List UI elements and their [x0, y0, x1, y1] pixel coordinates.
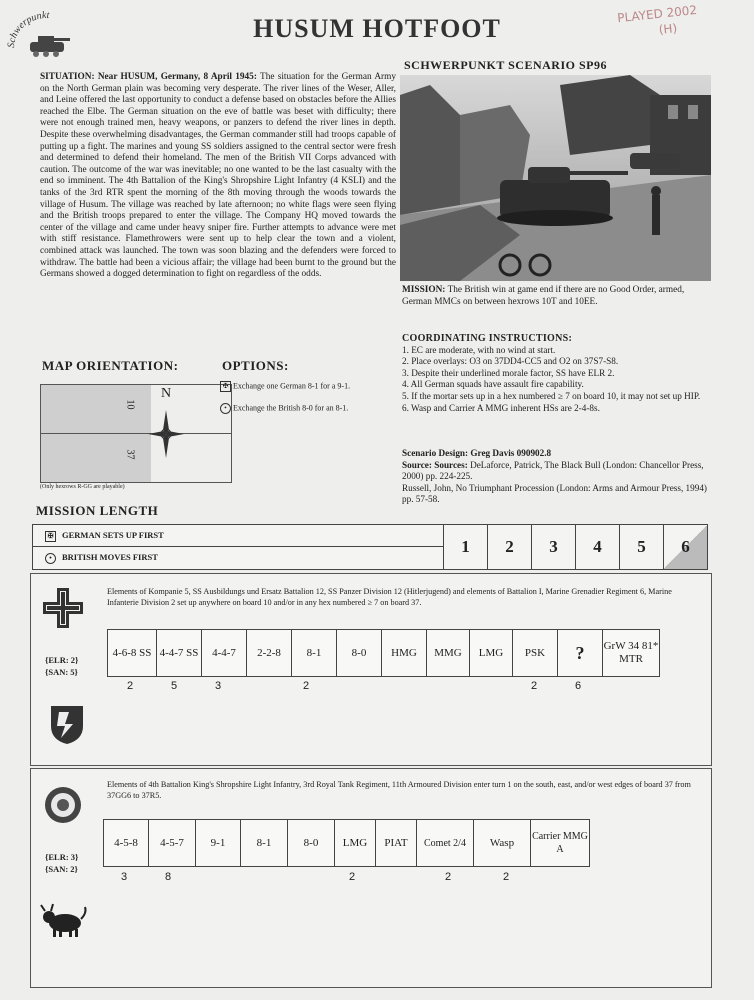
turn-3: 3: [531, 525, 575, 569]
unit-count: 6: [575, 680, 582, 692]
british-roundel-icon: •: [220, 403, 231, 414]
black-bull-emblem-icon: [39, 899, 89, 939]
unit-count: 5: [171, 680, 178, 692]
unit-cell: HMG: [382, 630, 427, 676]
unit-count: 3: [121, 871, 128, 883]
unit-cell: LMG: [470, 630, 513, 676]
british-elr-san: {ELR: 3} {SAN: 2}: [45, 852, 79, 874]
unit-cell: Wasp: [474, 820, 531, 866]
unit-cell: 4-6-8 SS: [108, 630, 157, 676]
unit-cell: 8-1: [241, 820, 288, 866]
german-forces-description: Elements of Kompanie 5, SS Ausbildungs und Ersatz Battalion 12, SS Panzer Division 12 (Hitlerjugend) and elements of Battalion I, Marine Grenadier Regiment 6, Marine Infanterie Division 2 set up anywhere on board 10 and/or in any hex numbered ≥ 7 on board 37.: [107, 587, 672, 607]
turn-4: 4: [575, 525, 619, 569]
turn-1: 1: [443, 525, 487, 569]
page-title: HUSUM HOTFOOT: [253, 14, 501, 43]
unit-cell: LMG: [335, 820, 376, 866]
mission-length-track: [32, 524, 708, 570]
ss-division-emblem-icon: [47, 702, 87, 746]
german-cross-icon: [41, 586, 85, 630]
german-counter-icon: ✠: [45, 531, 56, 542]
unit-cell: Carrier MMG A: [532, 831, 588, 855]
schwerpunkt-logo: [6, 8, 88, 66]
raf-roundel-icon: [43, 785, 83, 825]
option-british: • Exchange the British 8-0 for an 8-1.: [220, 403, 348, 414]
options-heading: OPTIONS:: [222, 358, 289, 373]
unit-count: 2: [445, 871, 452, 883]
board-label-bottom: 37: [124, 449, 136, 460]
scenario-credits: Scenario Design: Greg Davis 090902.8 Source: Sources: DeLaforce, Patrick, The Black Bull (London: Chancellor Press, 2000) pp. 224-225. Russell, John, No Triumphant Procession (London: Arms and Armour Press, 1994) pp. 57-58.: [402, 448, 707, 505]
unit-cell: 9-1: [196, 820, 241, 866]
compass-icon: [146, 402, 186, 458]
unit-cell: 4-4-7: [202, 630, 247, 676]
unit-cell: 8-1: [292, 630, 337, 676]
unit-count: 8: [165, 871, 172, 883]
mission-text: MISSION: The British win at game end if there are no Good Order, armed, German MMCs on between hexrows 10T and 10EE.: [402, 285, 685, 307]
unit-cell: Comet 2/4: [417, 820, 474, 866]
german-setup-row: ✠ GERMAN SETS UP FIRST: [33, 525, 443, 547]
unit-count: 2: [303, 680, 310, 692]
turn-2: 2: [487, 525, 531, 569]
unit-cell: 4-5-8: [104, 820, 149, 866]
german-counter-icon: ✠: [220, 381, 231, 392]
turn-6: 6: [663, 525, 707, 569]
unit-count: 2: [531, 680, 538, 692]
unit-cell: GrW 34 81* MTR: [603, 640, 659, 665]
unit-cell: PIAT: [376, 820, 417, 866]
board-label-top: 10: [124, 399, 136, 410]
map-orientation-heading: MAP ORIENTATION:: [42, 358, 179, 373]
unit-cell: 4-4-7 SS: [157, 630, 202, 676]
compass-rose: [146, 386, 186, 463]
tank-photo: [400, 75, 711, 281]
unit-count: 2: [503, 871, 510, 883]
situation-text: SITUATION: Near HUSUM, Germany, 8 April 1945: The situation for the German Army on the North German plain was becoming very desperate. The river lines of the Weser, Aller, and Leine offered the last opportunity to conduct a defense based on obstacles before the Allies reached the Elbe. The German situation on the eve of battle was beset with difficulty; there were not enough trained men, heavy weapons, or panzers to defend the river lines in depth. Despite these overwhelming disadvantages, the German commander still had troops capable of putting up a fight. The marines and young SS soldiers assigned to the central sector were fresh and determined to defend their homeland. The men of the British VII Corps advanced with caution. The outcome of the war was inevitable; no one wanted to be the last casualty with the end so imminent. The 4th Battalion of the King's Shropshire Light Infantry (4 KSLI) and the tanks of the 3rd RTR spent the morning of the 8th moving through the woods towards the village of Husum. The village was reached by late afternoon; no white flags were seen flying and the British troops prepared to enter the village. The Company HQ moved towards the center of the village and came under heavy sniper fire. Further attempts to advance were met with stiff resistance. Flamethrowers were sent up to help clear the town and a violent, combined attack was launched. The town was soon blazing and the defenders were forced to withdraw. The battle had been a vicious affair; the village had been burnt to the ground but the Germans showed a dogged determination to fight on regardless of the odds.: [40, 72, 397, 280]
coordinating-instructions: COORDINATING INSTRUCTIONS: 1. EC are moderate, with no wind at start. 2. Place overlays: O3 on 37DD4-CC5 and O2 on 37S7-S8. 3. Despite their underlined morale factor, SS have ELR 2. 4. All German squads have assault fire capability. 5. If the mortar sets up in a hex numbered ≥ 7 on board 10, it may not set up HIP. 6. Wasp and Carrier A MMG inherent HSs are 2-4-8s.: [402, 333, 701, 413]
turn-track: [443, 525, 707, 569]
compass-north-label: N: [160, 386, 172, 401]
unit-count: 2: [349, 871, 356, 883]
unit-cell: PSK: [513, 630, 558, 676]
map-note: (Only hexrows R-GG are playable): [40, 484, 125, 490]
unit-count: 2: [127, 680, 134, 692]
german-unit-table: [107, 629, 660, 677]
option-german: ✠ Exchange one German 8-1 for a 9-1.: [220, 381, 350, 392]
british-forces-description: Elements of 4th Battalion King's Shropshire Light Infantry, 3rd Royal Tank Regiment, 11th Armoured Division enter turn 1 on the south, east, and/or west edges of board 37 from 37GG6 to 37R5.: [107, 780, 691, 800]
handwritten-note: PLAYED 2002 (H): [616, 2, 698, 37]
british-first-row: • BRITISH MOVES FIRST: [33, 547, 443, 568]
unit-cell: 4-5-7: [149, 820, 196, 866]
unit-cell: ?: [558, 630, 603, 676]
german-elr-san: {ELR: 2} {SAN: 5}: [45, 655, 79, 677]
british-unit-table: [103, 819, 590, 867]
turn-5: 5: [619, 525, 663, 569]
unit-cell: 2-2-8: [247, 630, 292, 676]
mission-length-heading: MISSION LENGTH: [36, 503, 159, 518]
unit-cell: 8-0: [288, 820, 335, 866]
unit-cell: 8-0: [337, 630, 382, 676]
scenario-id: SCHWERPUNKT SCENARIO SP96: [404, 58, 607, 72]
british-forces-section: [30, 768, 712, 988]
svg-text:Schwerpunkt: Schwerpunkt: [6, 9, 50, 49]
german-forces-section: [30, 573, 712, 766]
unit-count: 3: [215, 680, 222, 692]
british-roundel-icon: •: [45, 553, 56, 564]
unit-cell: MMG: [427, 630, 470, 676]
map-orientation-diagram: [40, 384, 232, 483]
